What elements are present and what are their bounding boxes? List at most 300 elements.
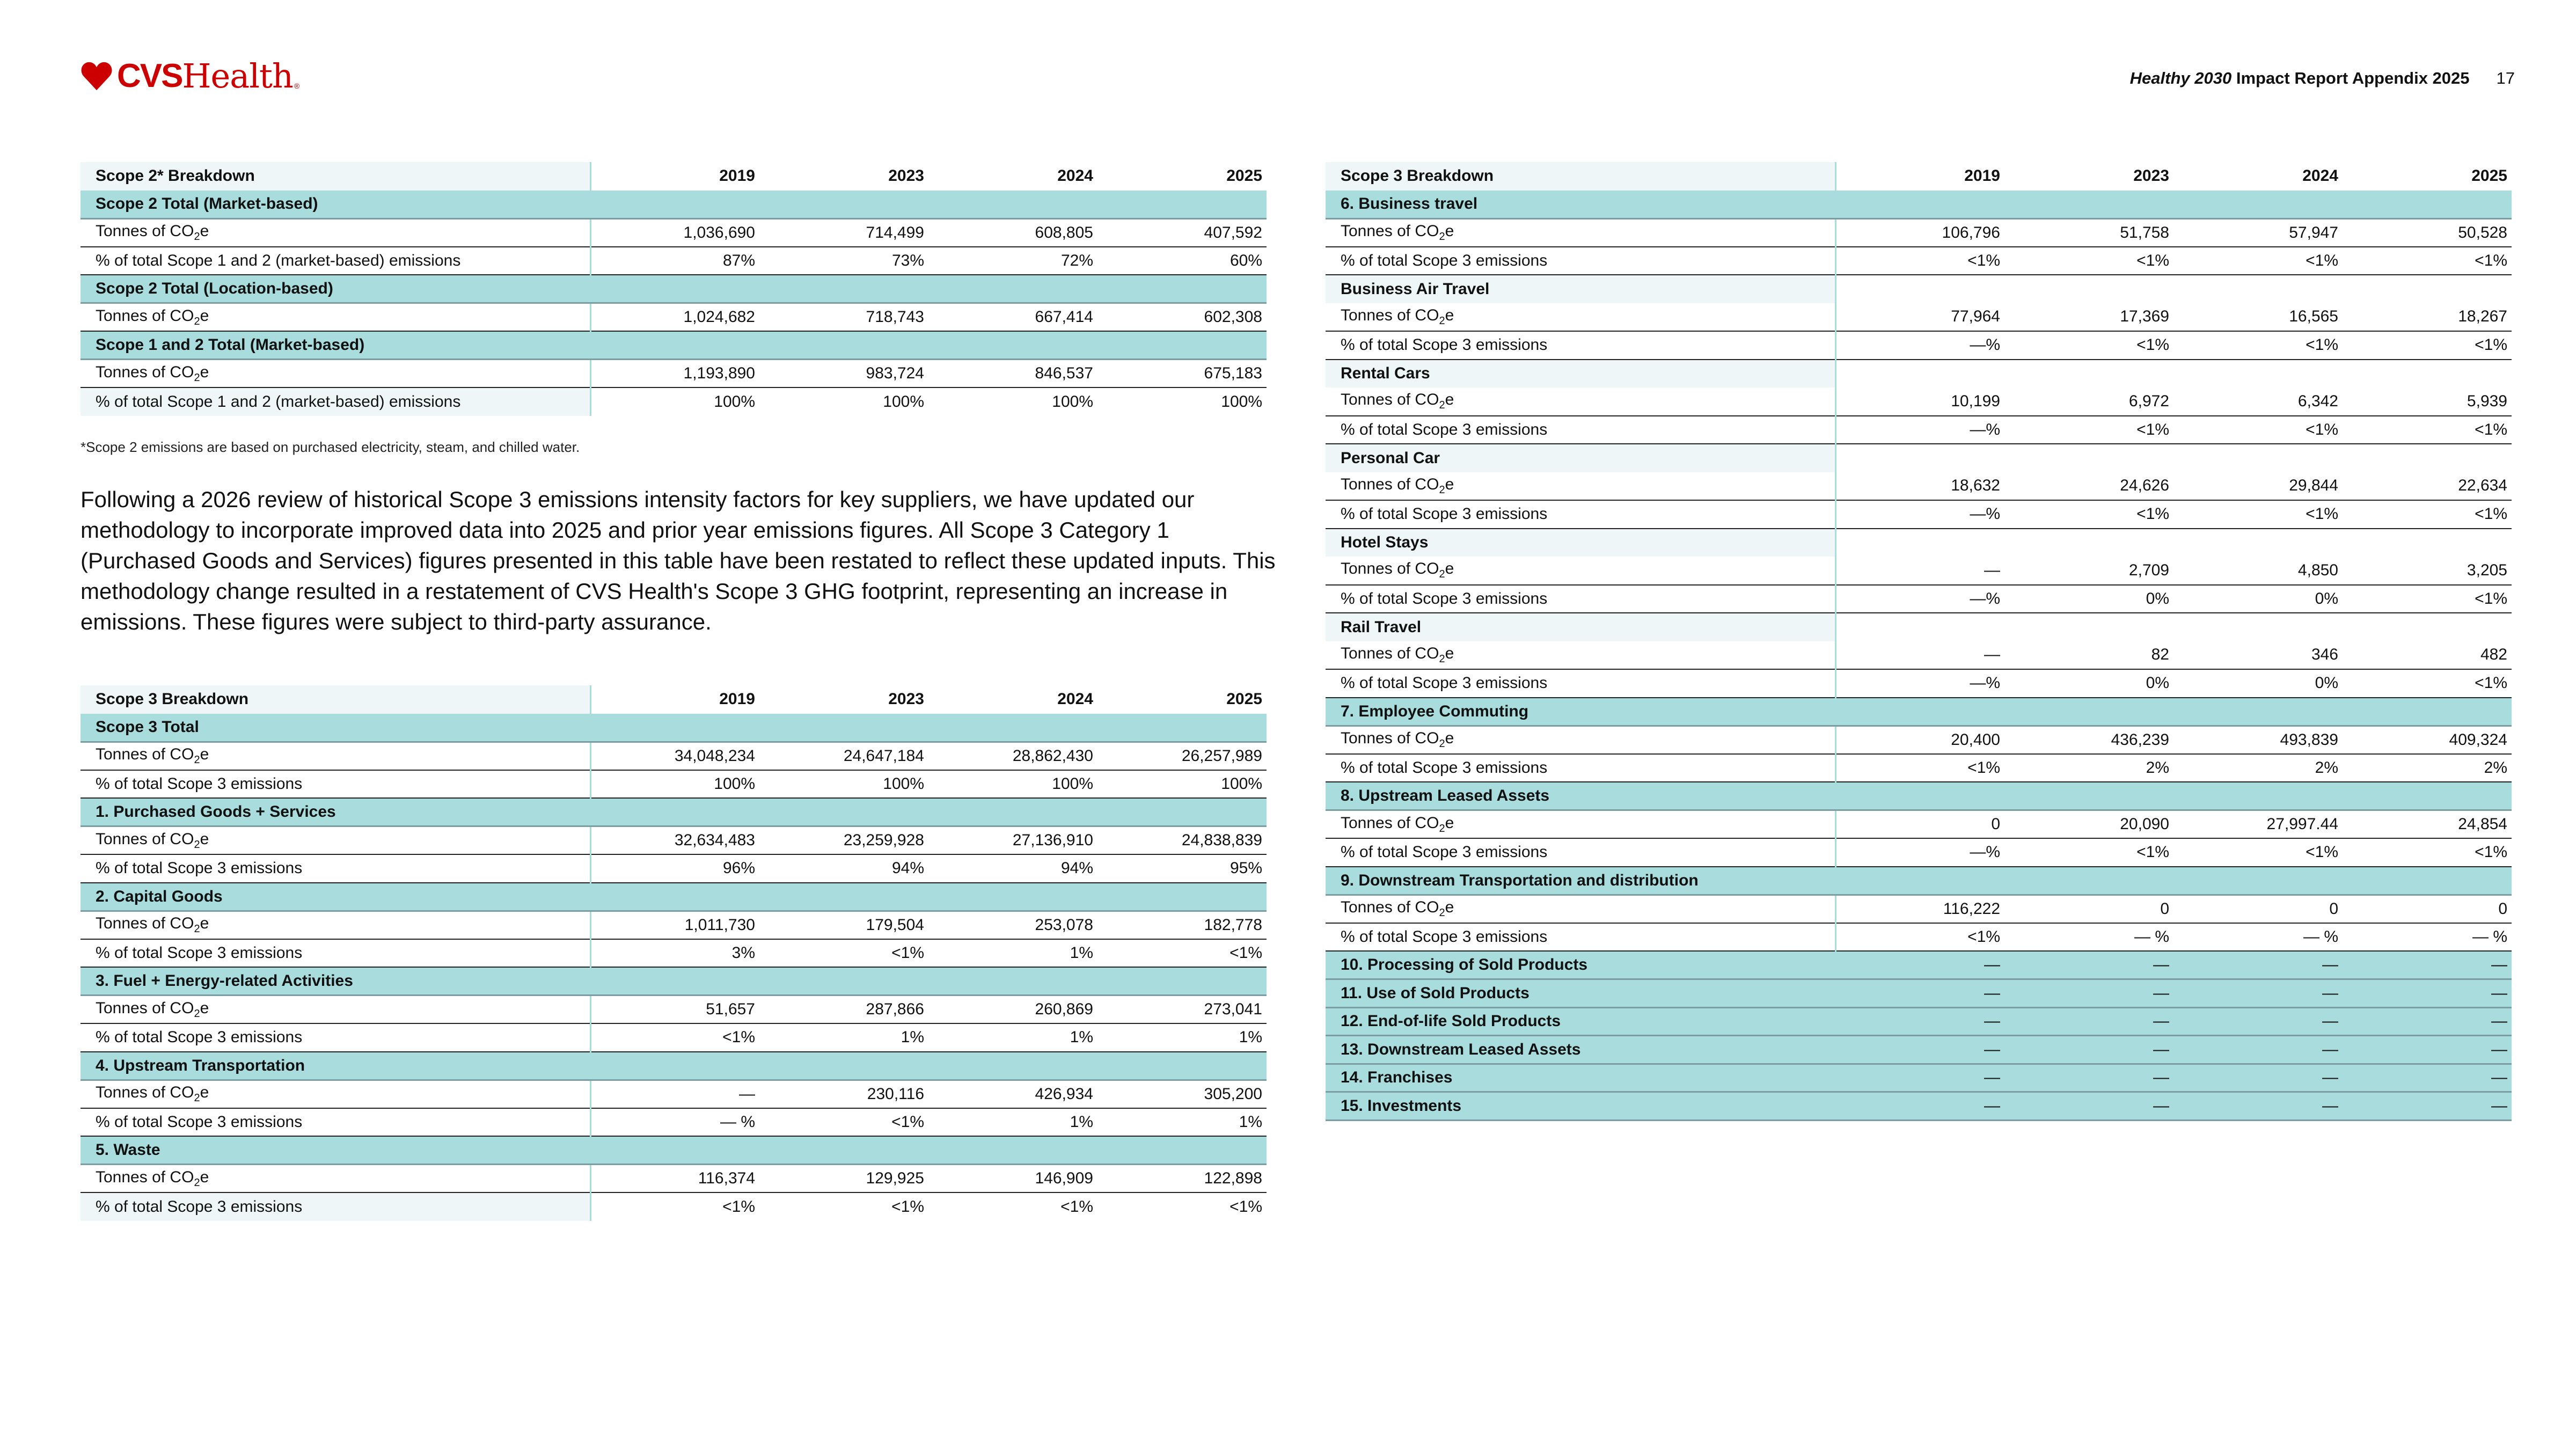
table-row [80, 742, 1267, 770]
row-label: % of total Scope 3 emissions [80, 1192, 590, 1221]
report-title-rest: Impact Report Appendix 2025 [2236, 69, 2470, 87]
value-cell: 0% [2004, 585, 2174, 613]
table-row [1326, 331, 2512, 360]
value-cell [2004, 275, 2174, 303]
section-header-row [1326, 782, 2512, 810]
value-cell: 0 [2004, 895, 2174, 923]
value-cell: 100% [759, 770, 928, 799]
value-cell: 1% [759, 1023, 928, 1052]
value-cell: 602,308 [1097, 303, 1267, 332]
value-cell: 24,647,184 [759, 742, 928, 770]
subsection-row [1326, 613, 2512, 641]
value-cell: <1% [1835, 247, 2004, 275]
value-cell: <1% [1835, 754, 2004, 782]
row-label: % of total Scope 3 emissions [1326, 500, 1835, 529]
value-cell [2174, 698, 2343, 726]
value-cell: 146,909 [928, 1165, 1097, 1193]
value-cell [590, 714, 759, 742]
value-cell: 1,024,682 [590, 303, 759, 332]
value-cell: <1% [2004, 247, 2174, 275]
table-row [80, 1080, 1267, 1108]
value-cell: 407,592 [1097, 218, 1267, 247]
value-cell: <1% [2343, 500, 2512, 529]
value-cell [2004, 782, 2174, 810]
value-cell: 1,011,730 [590, 911, 759, 939]
value-cell: — [2343, 951, 2512, 979]
value-cell: 0 [2174, 895, 2343, 923]
value-cell: <1% [1835, 923, 2004, 952]
value-cell [590, 1052, 759, 1080]
table-row [80, 996, 1267, 1024]
value-cell: — % [2343, 923, 2512, 952]
value-cell: 0 [1835, 810, 2004, 839]
value-cell [928, 967, 1097, 996]
row-label: Tonnes of $CO_2e$ [1326, 557, 1835, 585]
row-label: % of total Scope 3 emissions [80, 854, 590, 883]
value-cell [590, 191, 759, 219]
value-cell: 60% [1097, 247, 1267, 275]
value-cell [590, 798, 759, 826]
value-cell: 50,528 [2343, 218, 2512, 247]
subsection-row [1326, 275, 2512, 303]
row-label: Rental Cars [1326, 360, 1835, 388]
row-label: 8. Upstream Leased Assets [1326, 782, 1835, 810]
value-cell: 3,205 [2343, 557, 2512, 585]
value-cell [2343, 698, 2512, 726]
value-cell: 287,866 [759, 996, 928, 1024]
row-label: Tonnes of $CO_2e$ [1326, 810, 1835, 839]
value-cell: — [2174, 1036, 2343, 1064]
value-cell: 6,972 [2004, 387, 2174, 416]
row-label: Tonnes of $CO_2e$ [1326, 726, 1835, 754]
value-cell: 29,844 [2174, 472, 2343, 501]
value-cell: <1% [2343, 838, 2512, 867]
category-row [1326, 1092, 2512, 1121]
value-cell [2174, 444, 2343, 472]
table-row [1326, 387, 2512, 416]
year-header-cell: 2024 [1057, 690, 1093, 708]
table-row [1326, 669, 2512, 698]
methodology-paragraph: Following a 2026 review of historical Scope 3 emissions intensity factors for key suppliers, we have updated our methodology to incorporate improved data into 2025 and prior year emissions figures. All Scope 3 Category 1 (Purchased Goods and Services) figures presented in this table have been restated to reflect these updated inputs. This methodology change resulted in a restatement of CVS Health's Scope 3 GHG footprint, representing an increase in emissions. These figures were subject to third-party assurance. [80, 487, 1276, 634]
value-cell [928, 798, 1097, 826]
value-cell: 273,041 [1097, 996, 1267, 1024]
table-row [80, 218, 1267, 247]
value-cell: 17,369 [2004, 303, 2174, 332]
value-cell [590, 331, 759, 360]
value-cell: 27,136,910 [928, 826, 1097, 855]
table-row [80, 247, 1267, 275]
row-label: % of total Scope 3 emissions [1326, 416, 1835, 444]
value-cell: — [2174, 1092, 2343, 1121]
section-header-row [80, 191, 1267, 219]
value-cell [1835, 191, 2004, 219]
category-row [1326, 1064, 2512, 1092]
value-cell: 116,222 [1835, 895, 2004, 923]
year-header-cell: 2019 [1835, 162, 2004, 191]
row-label: 5. Waste [80, 1136, 590, 1165]
value-cell: — [2004, 1064, 2174, 1092]
value-cell: 667,414 [928, 303, 1097, 332]
category-row [1326, 951, 2512, 979]
row-label: Scope 1 and 2 Total (Market-based) [80, 331, 590, 360]
value-cell [1835, 444, 2004, 472]
value-cell: — [2004, 951, 2174, 979]
value-cell [2004, 191, 2174, 219]
value-cell: — [2004, 1092, 2174, 1121]
value-cell: — [1835, 951, 2004, 979]
subsection-row [1326, 444, 2512, 472]
row-label: % of total Scope 3 emissions [1326, 669, 1835, 698]
value-cell [2343, 867, 2512, 895]
value-cell: — [1835, 1064, 2004, 1092]
value-cell: 3% [590, 939, 759, 968]
value-cell: — [2343, 1064, 2512, 1092]
value-cell [759, 1136, 928, 1165]
value-cell [1835, 867, 2004, 895]
table-row [80, 1192, 1267, 1221]
value-cell: 983,724 [759, 360, 928, 388]
value-cell: 2% [2174, 754, 2343, 782]
table-row [1326, 923, 2512, 952]
year-header-cell: 2025 [2471, 167, 2507, 185]
value-cell: 0% [2004, 669, 2174, 698]
table-row [1326, 557, 2512, 585]
row-label: Business Air Travel [1326, 275, 1835, 303]
value-cell [759, 967, 928, 996]
value-cell [590, 1136, 759, 1165]
row-label: % of total Scope 3 emissions [80, 1108, 590, 1137]
table-title-cell: Scope 2* Breakdown [80, 162, 590, 191]
row-label: Scope 2 Total (Location-based) [80, 275, 590, 303]
value-cell [2343, 529, 2512, 557]
value-cell: 34,048,234 [590, 742, 759, 770]
table-row [1326, 218, 2512, 247]
value-cell [928, 714, 1097, 742]
value-cell: 18,267 [2343, 303, 2512, 332]
value-cell [2174, 360, 2343, 388]
value-cell: — [1835, 979, 2004, 1008]
table-row [1326, 247, 2512, 275]
value-cell: 182,778 [1097, 911, 1267, 939]
row-label: 2. Capital Goods [80, 883, 590, 911]
table-row [80, 387, 1267, 416]
table-title-cell: Scope 3 Breakdown [80, 685, 590, 714]
value-cell: 18,632 [1835, 472, 2004, 501]
section-header-row [80, 967, 1267, 996]
value-cell: —% [1835, 585, 2004, 613]
value-cell [1097, 714, 1267, 742]
section-header-row [1326, 191, 2512, 219]
value-cell: 846,537 [928, 360, 1097, 388]
value-cell [759, 883, 928, 911]
row-label: 4. Upstream Transportation [80, 1052, 590, 1080]
value-cell: 409,324 [2343, 726, 2512, 754]
value-cell [2004, 444, 2174, 472]
row-label: 15. Investments [1326, 1092, 1835, 1121]
value-cell: 106,796 [1835, 218, 2004, 247]
scope3-breakdown-table-left [80, 685, 1267, 1221]
value-cell [2174, 782, 2343, 810]
value-cell: — % [2004, 923, 2174, 952]
row-label: % of total Scope 3 emissions [80, 770, 590, 799]
value-cell: 426,934 [928, 1080, 1097, 1108]
value-cell: 493,839 [2174, 726, 2343, 754]
row-label: 6. Business travel [1326, 191, 1835, 219]
value-cell: <1% [2343, 331, 2512, 360]
value-cell: —% [1835, 838, 2004, 867]
cvs-health-logo [80, 56, 300, 96]
row-label: Tonnes of $CO_2e$ [80, 303, 590, 332]
value-cell [1097, 331, 1267, 360]
section-header-row [80, 1136, 1267, 1165]
row-label: 12. End-of-life Sold Products [1326, 1007, 1835, 1036]
value-cell: 100% [590, 770, 759, 799]
value-cell: <1% [2174, 838, 2343, 867]
category-row [1326, 979, 2512, 1008]
value-cell: 2% [2343, 754, 2512, 782]
row-label: 1. Purchased Goods + Services [80, 798, 590, 826]
row-label: 14. Franchises [1326, 1064, 1835, 1092]
logo-registered-mark: ® [294, 82, 300, 90]
value-cell [759, 331, 928, 360]
value-cell [928, 883, 1097, 911]
value-cell [2343, 613, 2512, 641]
value-cell: — [1835, 1036, 2004, 1064]
table-row [1326, 500, 2512, 529]
value-cell: — [2343, 1036, 2512, 1064]
value-cell: 72% [928, 247, 1097, 275]
value-cell: <1% [759, 1108, 928, 1137]
row-label: % of total Scope 3 emissions [1326, 754, 1835, 782]
table-row [1326, 726, 2512, 754]
row-label: % of total Scope 3 emissions [1326, 247, 1835, 275]
report-title-italic: Healthy 2030 [2129, 69, 2232, 87]
value-cell: 100% [1097, 770, 1267, 799]
year-header-cell: 2023 [888, 690, 924, 708]
year-header-cell: 2019 [590, 162, 759, 191]
value-cell [2343, 782, 2512, 810]
value-cell: 1% [928, 1023, 1097, 1052]
table-row [80, 360, 1267, 388]
value-cell: 122,898 [1097, 1165, 1267, 1193]
row-label: Tonnes of $CO_2e$ [80, 360, 590, 388]
value-cell: — [1835, 1007, 2004, 1036]
value-cell: 94% [928, 854, 1097, 883]
scope2-breakdown-table [80, 162, 1267, 416]
value-cell: <1% [2004, 838, 2174, 867]
table-row [80, 1165, 1267, 1193]
table-row [1326, 303, 2512, 332]
value-cell: 260,869 [928, 996, 1097, 1024]
value-cell: 0% [2174, 585, 2343, 613]
value-cell: 100% [928, 770, 1097, 799]
value-cell [928, 191, 1097, 219]
page-number: 17 [2496, 69, 2515, 87]
value-cell [759, 798, 928, 826]
value-cell [1097, 798, 1267, 826]
value-cell: <1% [2343, 416, 2512, 444]
section-header-row [80, 275, 1267, 303]
value-cell: 100% [590, 387, 759, 416]
value-cell [1835, 698, 2004, 726]
value-cell: 482 [2343, 641, 2512, 670]
row-label: % of total Scope 1 and 2 (market-based) emissions [80, 387, 590, 416]
value-cell: — [590, 1080, 759, 1108]
value-cell: <1% [2004, 416, 2174, 444]
table-row [1326, 810, 2512, 839]
row-label: Tonnes of $CO_2e$ [80, 826, 590, 855]
value-cell [1835, 782, 2004, 810]
value-cell: 4,850 [2174, 557, 2343, 585]
value-cell: — [1835, 641, 2004, 670]
table-header-row [80, 685, 1267, 714]
logo-brand-text: CVS [117, 57, 182, 94]
value-cell [2004, 529, 2174, 557]
value-cell: — [1835, 557, 2004, 585]
value-cell: 20,090 [2004, 810, 2174, 839]
value-cell: — [1835, 1092, 2004, 1121]
value-cell: 57,947 [2174, 218, 2343, 247]
table-row [80, 303, 1267, 332]
value-cell: <1% [2343, 585, 2512, 613]
value-cell [928, 1052, 1097, 1080]
row-label: % of total Scope 3 emissions [80, 1023, 590, 1052]
value-cell: — % [590, 1108, 759, 1137]
value-cell: — [2004, 979, 2174, 1008]
row-label: Tonnes of $CO_2e$ [1326, 303, 1835, 332]
value-cell: 100% [1221, 392, 1262, 411]
scope3-breakdown-table-right [1326, 162, 2512, 1121]
value-cell [2004, 867, 2174, 895]
value-cell: 0% [2174, 669, 2343, 698]
row-label: 9. Downstream Transportation and distribution [1326, 867, 1835, 895]
value-cell: 22,634 [2343, 472, 2512, 501]
value-cell: 675,183 [1097, 360, 1267, 388]
value-cell: 1% [1097, 1023, 1267, 1052]
value-cell: <1% [2174, 247, 2343, 275]
table-row [1326, 754, 2512, 782]
value-cell [1835, 275, 2004, 303]
table-row [80, 770, 1267, 799]
row-label: Tonnes of $CO_2e$ [80, 911, 590, 939]
table-row [1326, 585, 2512, 613]
value-cell: <1% [1230, 1197, 1262, 1216]
row-label: % of total Scope 3 emissions [1326, 331, 1835, 360]
value-cell [590, 967, 759, 996]
value-cell: 87% [590, 247, 759, 275]
value-cell [2174, 191, 2343, 219]
category-row [1326, 1007, 2512, 1036]
value-cell: <1% [2004, 500, 2174, 529]
table-row [80, 826, 1267, 855]
value-cell: 346 [2174, 641, 2343, 670]
table-row [1326, 838, 2512, 867]
value-cell [2004, 698, 2174, 726]
value-cell: — [2343, 1007, 2512, 1036]
subsection-row [1326, 360, 2512, 388]
section-header-row [1326, 867, 2512, 895]
value-cell: 73% [759, 247, 928, 275]
value-cell: 26,257,989 [1097, 742, 1267, 770]
value-cell [590, 883, 759, 911]
value-cell [1097, 1052, 1267, 1080]
value-cell: 179,504 [759, 911, 928, 939]
value-cell: 1% [1097, 1108, 1267, 1137]
row-label: Rail Travel [1326, 613, 1835, 641]
row-label: Tonnes of $CO_2e$ [80, 1080, 590, 1108]
value-cell: 2% [2004, 754, 2174, 782]
value-cell: 77,964 [1835, 303, 2004, 332]
value-cell [2343, 444, 2512, 472]
value-cell: 51,657 [590, 996, 759, 1024]
table-title-cell: Scope 3 Breakdown [1326, 162, 1835, 191]
value-cell: 51,758 [2004, 218, 2174, 247]
year-header-cell: 2023 [2133, 167, 2169, 185]
value-cell [2343, 191, 2512, 219]
value-cell: 2,709 [2004, 557, 2174, 585]
row-label: Tonnes of $CO_2e$ [80, 218, 590, 247]
value-cell: 129,925 [759, 1165, 928, 1193]
value-cell: 24,854 [2343, 810, 2512, 839]
subsection-row [1326, 529, 2512, 557]
section-header-row [80, 1052, 1267, 1080]
value-cell [2343, 360, 2512, 388]
value-cell: —% [1835, 669, 2004, 698]
row-label: 11. Use of Sold Products [1326, 979, 1835, 1008]
row-label: 7. Employee Commuting [1326, 698, 1835, 726]
year-header-cell: 2019 [590, 685, 759, 714]
category-row [1326, 1036, 2512, 1064]
value-cell [1097, 883, 1267, 911]
row-label: Tonnes of $CO_2e$ [1326, 387, 1835, 416]
value-cell: 32,634,483 [590, 826, 759, 855]
table-row [80, 1023, 1267, 1052]
year-header-cell: 2024 [2302, 167, 2338, 185]
value-cell [759, 191, 928, 219]
value-cell [1835, 360, 2004, 388]
value-cell [1097, 191, 1267, 219]
value-cell: 608,805 [928, 218, 1097, 247]
row-label: Tonnes of $CO_2e$ [80, 996, 590, 1024]
row-label: Tonnes of $CO_2e$ [1326, 472, 1835, 501]
value-cell: 28,862,430 [928, 742, 1097, 770]
value-cell: — [2343, 979, 2512, 1008]
value-cell: 10,199 [1835, 387, 2004, 416]
report-title [2130, 69, 2470, 88]
row-label: Personal Car [1326, 444, 1835, 472]
value-cell: 5,939 [2343, 387, 2512, 416]
year-header-cell: 2025 [1226, 690, 1262, 708]
value-cell: — [2004, 1007, 2174, 1036]
row-label: Tonnes of $CO_2e$ [1326, 218, 1835, 247]
value-cell: <1% [2343, 669, 2512, 698]
value-cell: 714,499 [759, 218, 928, 247]
value-cell [1097, 967, 1267, 996]
value-cell: — [2174, 979, 2343, 1008]
value-cell: 82 [2004, 641, 2174, 670]
year-header-cell: 2023 [888, 167, 924, 185]
value-cell: 1,193,890 [590, 360, 759, 388]
value-cell: 116,374 [590, 1165, 759, 1193]
value-cell [928, 275, 1097, 303]
year-header-cell: 2024 [1057, 167, 1093, 185]
value-cell: —% [1835, 331, 2004, 360]
table-row [1326, 641, 2512, 670]
value-cell: 305,200 [1097, 1080, 1267, 1108]
value-cell [1097, 275, 1267, 303]
row-label: Tonnes of $CO_2e$ [80, 1165, 590, 1193]
value-cell: —% [1835, 416, 2004, 444]
